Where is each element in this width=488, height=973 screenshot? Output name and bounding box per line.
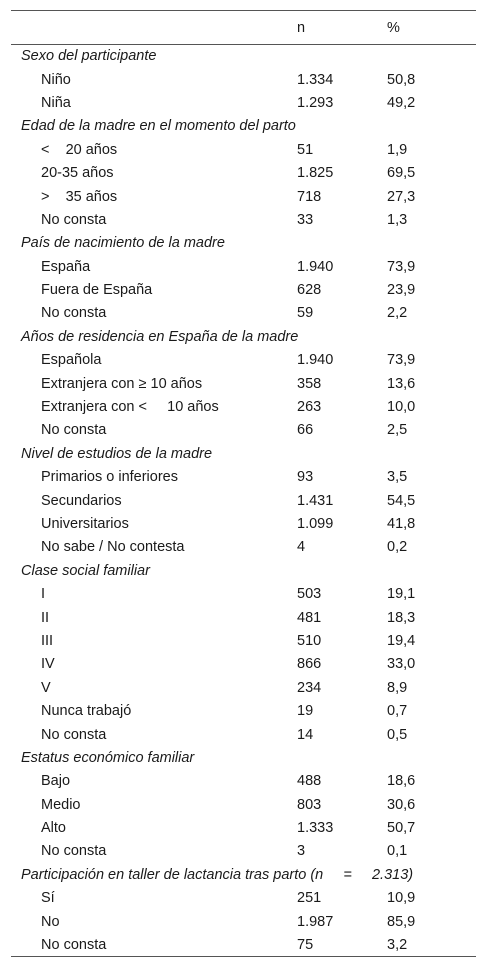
table-row <box>11 910 476 933</box>
section-header-row <box>11 559 476 582</box>
row-percent: 13,6 <box>387 375 416 392</box>
row-label: V <box>41 679 51 696</box>
table-body <box>11 45 476 957</box>
row-count: 1.293 <box>297 94 334 111</box>
table-row <box>11 161 476 184</box>
header-row <box>11 11 476 45</box>
table-row <box>11 536 476 559</box>
row-percent: 2,5 <box>387 422 408 439</box>
row-percent: 27,3 <box>387 188 416 205</box>
row-percent: 0,1 <box>387 843 408 860</box>
row-percent: 49,2 <box>387 94 416 111</box>
row-percent: 73,9 <box>387 258 416 275</box>
row-count: 75 <box>297 933 387 956</box>
row-count: 263 <box>297 399 322 416</box>
row-count: 1.987 <box>297 913 334 930</box>
row-percent: 3,2 <box>387 933 476 956</box>
row-percent: 19,4 <box>387 632 416 649</box>
table-row <box>11 653 476 676</box>
row-count: 503 <box>297 586 322 603</box>
section-title: Edad de la madre en el momento del parto <box>21 118 296 135</box>
row-count: 66 <box>297 422 314 439</box>
row-percent: 10,0 <box>387 399 416 416</box>
table-row <box>11 185 476 208</box>
row-label: Secundarios <box>41 492 122 509</box>
table-row <box>11 512 476 535</box>
table-row <box>11 887 476 910</box>
row-label: Extranjera con ≥ 10 años <box>41 375 203 392</box>
section-title: Sexo del participante <box>21 48 157 65</box>
row-count: 1.825 <box>297 165 334 182</box>
row-label: No consta <box>41 422 107 439</box>
section-header-row <box>11 115 476 138</box>
row-count: 718 <box>297 188 322 205</box>
row-label: No consta <box>41 211 107 228</box>
section-header-row <box>11 746 476 769</box>
row-count: 51 <box>297 141 314 158</box>
row-count: 1.333 <box>297 820 334 837</box>
row-label: I <box>41 586 46 603</box>
table-row <box>11 489 476 512</box>
row-count: 1.940 <box>297 352 334 369</box>
row-percent: 19,1 <box>387 586 416 603</box>
row-percent: 0,7 <box>387 703 408 720</box>
row-percent: 18,3 <box>387 609 416 626</box>
row-count: 628 <box>297 282 322 299</box>
row-count: 59 <box>297 305 314 322</box>
row-count: 19 <box>297 703 314 720</box>
row-percent: 73,9 <box>387 352 416 369</box>
row-percent: 0,5 <box>387 726 408 743</box>
row-label: II <box>41 609 50 626</box>
row-label: III <box>41 632 54 649</box>
row-count: 358 <box>297 375 322 392</box>
row-label: Universitarios <box>41 516 129 532</box>
table-row <box>11 466 476 489</box>
section-title: Estatus económico familiar <box>21 749 195 766</box>
row-count: 488 <box>297 773 322 790</box>
data-table <box>11 10 476 957</box>
row-count: 93 <box>297 469 314 486</box>
table-row <box>11 372 476 395</box>
table-row <box>11 68 476 91</box>
row-percent: 41,8 <box>387 516 416 532</box>
table-row <box>11 138 476 161</box>
table-row <box>11 582 476 605</box>
table-row <box>11 840 476 863</box>
row-count: 234 <box>297 679 322 696</box>
row-percent: 1,3 <box>387 211 408 228</box>
row-percent: 3,5 <box>387 469 408 486</box>
row-label: No consta <box>41 843 107 860</box>
row-label: No consta <box>41 726 107 743</box>
table-row <box>11 629 476 652</box>
row-label: Primarios o inferiores <box>41 469 178 486</box>
section-title: Participación en taller de lactancia tras parto (n = 2.313) <box>21 866 414 883</box>
row-percent: 2,2 <box>387 305 408 322</box>
row-count: 866 <box>297 656 322 673</box>
table-row <box>11 395 476 418</box>
section-header-row <box>11 442 476 465</box>
section-title: Clase social familiar <box>21 562 150 579</box>
row-percent: 0,2 <box>387 539 408 556</box>
row-percent: 23,9 <box>387 282 416 299</box>
row-count: 33 <box>297 211 314 228</box>
table-row <box>11 349 476 372</box>
row-percent: 50,8 <box>387 71 416 88</box>
row-count: 1.334 <box>297 71 334 88</box>
row-count: 803 <box>297 796 322 813</box>
table-row <box>11 606 476 629</box>
row-label: Extranjera con < 10 años <box>41 399 219 416</box>
row-percent: 54,5 <box>387 492 416 509</box>
header-percent: % <box>387 11 476 45</box>
row-count: 1.099 <box>297 516 334 532</box>
row-percent: 8,9 <box>387 679 408 696</box>
row-label: No consta <box>11 933 297 956</box>
row-count: 4 <box>297 539 306 556</box>
section-title: Nivel de estudios de la madre <box>21 445 213 462</box>
row-count: 481 <box>297 609 322 626</box>
row-label: No sabe / No contesta <box>41 539 185 556</box>
table-row <box>11 255 476 278</box>
table-row <box>11 278 476 301</box>
row-label: No consta <box>41 305 107 322</box>
section-header-row <box>11 232 476 255</box>
table-row <box>11 770 476 793</box>
row-percent: 1,9 <box>387 141 408 158</box>
table-row <box>11 793 476 816</box>
row-percent: 69,5 <box>387 165 416 182</box>
table-row <box>11 419 476 442</box>
row-percent: 50,7 <box>387 820 416 837</box>
table-row <box>11 816 476 839</box>
row-label: 20-35 años <box>41 165 114 182</box>
row-label: > 35 años <box>41 188 118 205</box>
row-label: Fuera de España <box>41 282 153 299</box>
row-label: España <box>41 258 91 275</box>
row-label: Sí <box>41 890 55 907</box>
section-title: Años de residencia en España de la madre <box>21 328 299 345</box>
row-label: IV <box>41 656 55 673</box>
row-percent: 18,6 <box>387 773 416 790</box>
row-label: Niña <box>41 94 71 111</box>
row-percent: 33,0 <box>387 656 416 673</box>
table-row <box>11 302 476 325</box>
table-row <box>11 699 476 722</box>
section-header-row <box>11 863 476 886</box>
section-header-row <box>11 45 476 68</box>
row-label: No <box>41 913 60 930</box>
row-label: Española <box>41 352 102 369</box>
table-row <box>11 208 476 231</box>
row-label: Alto <box>41 820 66 837</box>
row-percent: 10,9 <box>387 890 416 907</box>
row-count: 251 <box>297 890 322 907</box>
row-count: 1.431 <box>297 492 334 509</box>
row-percent: 30,6 <box>387 796 416 813</box>
section-header-row <box>11 325 476 348</box>
header-n: n <box>297 11 387 45</box>
row-percent: 85,9 <box>387 913 416 930</box>
table-row <box>11 676 476 699</box>
row-count: 14 <box>297 726 314 743</box>
row-label: Medio <box>41 796 81 813</box>
row-label: Bajo <box>41 773 71 790</box>
row-label: Niño <box>41 71 71 88</box>
row-label: < 20 años <box>41 141 118 158</box>
table-row <box>11 91 476 114</box>
table-row <box>11 723 476 746</box>
row-label: Nunca trabajó <box>41 703 132 720</box>
section-title: País de nacimiento de la madre <box>21 235 225 252</box>
table-row <box>11 933 476 956</box>
header-label <box>11 11 297 45</box>
row-count: 1.940 <box>297 258 334 275</box>
row-count: 3 <box>297 843 306 860</box>
row-count: 510 <box>297 632 322 649</box>
